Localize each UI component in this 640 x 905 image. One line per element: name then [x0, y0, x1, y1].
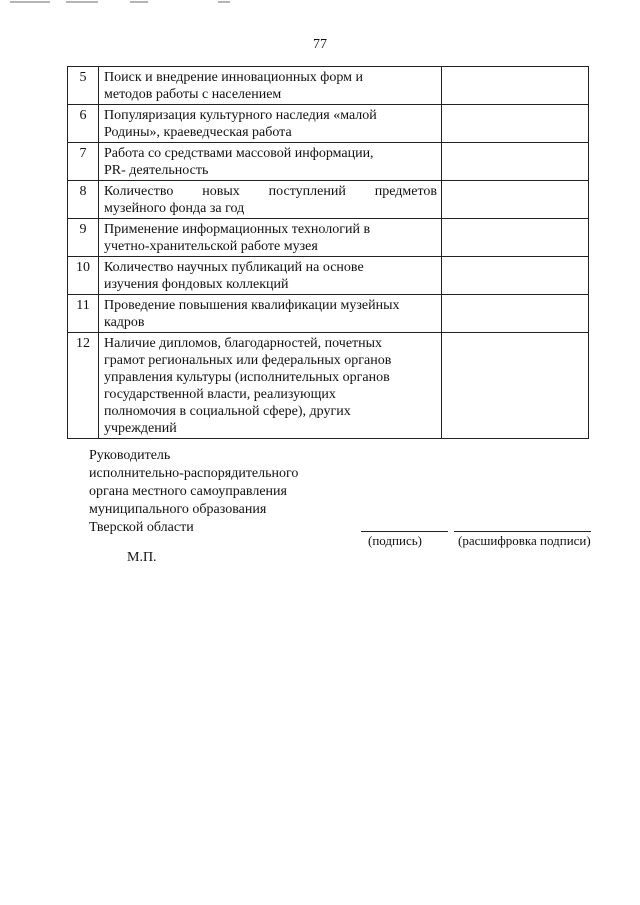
- row-number: 10: [68, 257, 99, 295]
- table-row: [68, 257, 589, 295]
- table-row: [68, 219, 589, 257]
- row-line: учетно-хранительской работе музея: [104, 239, 318, 254]
- row-line: Количество научных публикаций на основе: [104, 260, 364, 275]
- table-row: [68, 295, 589, 333]
- row-description: [99, 257, 442, 295]
- row-description: [99, 105, 442, 143]
- table-row: [68, 181, 589, 219]
- table-row: [68, 105, 589, 143]
- seal-place-label: М.П.: [127, 550, 157, 565]
- signatory-line: исполнительно-распорядительного: [89, 466, 299, 481]
- scan-top-marks: [0, 0, 640, 6]
- row-line: кадров: [104, 315, 145, 330]
- score-cell[interactable]: [442, 219, 589, 257]
- row-line: Применение информационных технологий в: [104, 222, 371, 237]
- row-number: 9: [68, 219, 99, 257]
- signatory-line: органа местного самоуправления: [89, 484, 287, 499]
- score-cell[interactable]: [442, 105, 589, 143]
- row-description: [99, 219, 442, 257]
- page-number: 77: [313, 37, 327, 52]
- row-line: полномочия в социальной сфере), других: [104, 404, 351, 419]
- row-line: Работа со средствами массовой информации,: [104, 146, 374, 161]
- row-description: [99, 67, 442, 105]
- row-description: [99, 143, 442, 181]
- row-line: Родины», краеведческая работа: [104, 125, 292, 140]
- score-cell[interactable]: [442, 181, 589, 219]
- row-line: управления культуры (исполнительных органов: [104, 370, 390, 385]
- score-cell[interactable]: [442, 295, 589, 333]
- signature-decoding-caption: (расшифровка подписи): [458, 533, 591, 548]
- row-line: методов работы с населением: [104, 87, 282, 102]
- signatory-line: муниципального образования: [89, 502, 267, 517]
- row-number: 12: [68, 333, 99, 439]
- signature-caption: (подпись): [368, 533, 422, 548]
- row-description: [99, 295, 442, 333]
- row-line: грамот региональных или федеральных органов: [104, 353, 392, 368]
- signature-line[interactable]: [361, 531, 448, 532]
- score-cell[interactable]: [442, 257, 589, 295]
- table-row: [68, 143, 589, 181]
- row-line: музейного фонда за год: [104, 201, 245, 216]
- row-number: 5: [68, 67, 99, 105]
- row-number: 11: [68, 295, 99, 333]
- row-line: Поиск и внедрение инновационных форм и: [104, 70, 363, 85]
- score-cell[interactable]: [442, 143, 589, 181]
- row-number: 8: [68, 181, 99, 219]
- table-row: [68, 333, 589, 439]
- row-line: PR- деятельность: [104, 163, 209, 178]
- signatory-block: [89, 447, 298, 537]
- score-cell[interactable]: [442, 333, 589, 439]
- row-description: [99, 181, 442, 219]
- score-cell[interactable]: [442, 67, 589, 105]
- row-line: изучения фондовых коллекций: [104, 277, 289, 292]
- signature-decoding-line[interactable]: [454, 531, 591, 532]
- row-line: Популяризация культурного наследия «малой: [104, 108, 377, 123]
- criteria-table: [67, 66, 589, 439]
- signatory-line: Тверской области: [89, 520, 194, 535]
- row-line: Проведение повышения квалификации музейных: [104, 298, 400, 313]
- row-line: Наличие дипломов, благодарностей, почетных: [104, 336, 383, 351]
- row-number: 7: [68, 143, 99, 181]
- row-line: государственной власти, реализующих: [104, 387, 336, 402]
- table-row: [68, 67, 589, 105]
- row-number: 6: [68, 105, 99, 143]
- signatory-line: Руководитель: [89, 448, 171, 463]
- row-line: Количество новых поступлений предметов: [104, 184, 437, 199]
- row-line: учреждений: [104, 421, 177, 436]
- row-description: [99, 333, 442, 439]
